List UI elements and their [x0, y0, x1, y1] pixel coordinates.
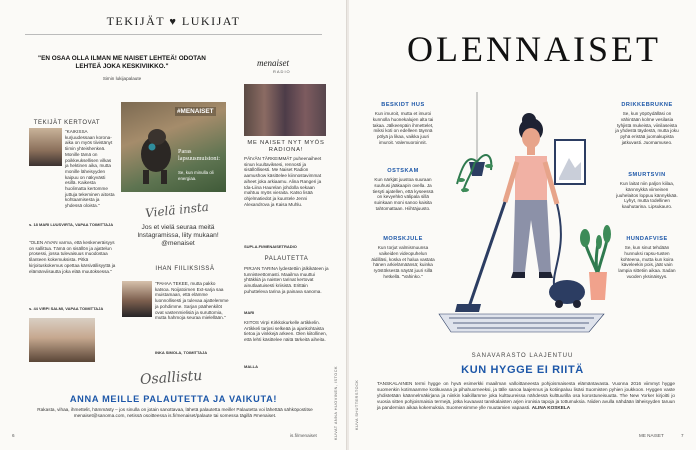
- palautetta-sign-2: MALLA: [244, 364, 258, 369]
- tekija-text-1-cont: [29, 180, 117, 224]
- tekija-sign-2: s. 44 VIRPI SALMI, VAPAA TOIMITTAJA: [29, 306, 104, 311]
- reader-quote: "EN OSAA OLLA ILMAN ME NAISET LEHTEÄ! ODOTAN LEHTEÄ JOKA KESKIVIIKKO.": [38, 55, 206, 70]
- radio-hosts-photo: [244, 84, 326, 136]
- term-text-beskidt-hus: Kun imuroit, mutta et imuroi kunnolla huonekalujen alta tai takaa. Jälkeenpäin ihmettelet, miksi koti on edelleen täynnä pölyä ja likaa, vaikka juuri imuroit. Valemuoroinnit.: [372, 111, 434, 145]
- instagram-overlay-text: Se, kun minulla oli energiaa.: [178, 170, 214, 181]
- term-text-morskjule: Kun torjut valmismuunsa vaikeiden videopuhelun äidilläsi, koska et halua vastata hänen arkielämäänsä; kuinka ryöstöksestä näytät juuri sillä hetkellä. "Vahinko.": [371, 245, 435, 279]
- author-photo-inka: [122, 281, 152, 317]
- article-title: KUN HYGGE EI RIITÄ: [461, 364, 584, 376]
- ihan-fiiliksissa-text: "PAHAA TEKEE, mutta pakko katsoa. Noijatoimen Ext-sarja saa muistamaan, että elämme luonnollisesti ja tulevaa ajattelemme ja pohdimme. Sarjan päähenkilöt ovat vastenmielisiä ja suruttomia, mutta hahmoja seuraa mielellään.": [155, 281, 229, 321]
- term-heading-morskjule: MORSKJULE: [383, 236, 423, 242]
- term-text-drikkebrukne: Se, kun yöpöydälläsi on vähintään kolme vesilasia tyhjistä mukeista, viinilaseista ja yhdestä täydestä, mutta joku pyhä eristää juomakupista jatkuvasti. Juomamuseo.: [615, 111, 679, 145]
- feedback-text[interactable]: Rakasta, vihaa, ihmettelit, hämmästy – jos sinulla on jotain sanottavaa, lähetä palautetta meille! Palautetta voi lähettää sähköpostitse menaiset@sanoma.com, netissä osoitteessa is.fi/menaiset/palaute tai somessa tägillä #menaiset.: [37, 407, 313, 418]
- term-heading-beskidt-hus: BESKIDT HUS: [381, 102, 425, 108]
- tekija-text-2: "OLEN AIVAN varma, että keskeneräisyys on sallittua. Tämä on sisällön ja ajattelun prosessi, jossa tulevaisuus muodostaa tilanteen kokemuksista. Pitkä kirjoituskokemus opettaa kärsivällisyyttä ja elämänviisautta joka elää muutoksessa.": [29, 240, 116, 274]
- right-vertical-credit: KUVA SHUTTERSTOCK: [355, 379, 359, 430]
- left-vertical-credit: KUVAT ANNA HUOVINEN, ISTOCK: [334, 366, 338, 440]
- instagram-hashtag: #MENAISET: [177, 108, 214, 115]
- left-page-number: 6: [12, 433, 15, 438]
- tekija-sign-1: s. 18 MARI LUUSVIRTA, VAPAA TOIMITTAJA: [29, 222, 114, 227]
- right-footer-brand: ME NAISET: [639, 433, 664, 438]
- term-text-smurtsvin: Kun laitat niin paljon kiilaa, kännnykkä viimeinen juuhelaitos loppuu kännykkää. Lyhyt, mutta todellinen kauhutarina. Lipsukauro.: [616, 181, 678, 210]
- right-page: [349, 0, 696, 450]
- instagram-overlay-title: Paras lapsuusmuistoni:: [178, 148, 220, 162]
- term-text-hundafvise: Se, kun sinut tehdään hunnuksi rapsu-tusten kohteena, mutta kun koira käveleekin pois, jäät vain lampia sittetiin aikaa. Sadan vuoden yksinäisyys.: [618, 245, 676, 279]
- feedback-title: ANNA MEILLE PALAUTETTA JA VAIKUTA!: [69, 394, 278, 404]
- title-divider: [25, 34, 322, 35]
- article-body-text: TANSKALAINEN termi hygge on hyvä esimerkki maailman valloittaneesta pohjoismaisesta elämäntavasta. Vuonna 2016 viimmyt hygge suomenkin kotimaamme kotikuvana ja pihahuorneeksi, ja tälle sanoa laajennus ja kotiinpaluu lisäsi Suomisten pyhien joukkoon. Hyggen vaste yhdistetään käännelmäkirjana ja niinkin kaikillamme joka kulttuureissa nähdessä kulttuurilla osa korostuneisuutta. The New Yorker kirjoitti jo vuosia sitten pohjoismaisia termejä, jotka kuvaavat tanskalaisten arjen ironisia tapoja ja tottumuksia. Niiden avulla nähdään läheisyyden taruun ja pandemian aikaa kokemuksia. Suomensimme ylle muutamien vapaasti.: [377, 381, 675, 410]
- palautetta-heading: PALAUTETTA: [264, 256, 309, 262]
- left-page: [0, 0, 347, 450]
- radio-logo-sub: RADIO: [273, 69, 291, 74]
- title-part-lukijat: LUKIJAT: [181, 14, 241, 28]
- term-heading-ostskam: OSTSKAM: [387, 168, 419, 174]
- section-title: [0, 14, 347, 29]
- tekijat-heading: TEKIJÄT KERTOVAT: [33, 120, 101, 126]
- radio-text: PÄIVÄN TÄRKEIMMÄT puheenaiheet sinun kuultaviksesi, rennosti ja sisällöllisesti. Me Naiset Radion aamushow käsittelee kiinnostavimmat aiheet joka arkiaamu. Alina Rangeri ja Ida-Liina Haurelan johdolla sekaan mahtuu myös vieraita. Katso lisää ohjelmatiedot ja kuuntele Jenni Alexandrova ja Kaisa Muhlu.: [244, 156, 322, 207]
- left-footer-url: is.fi/menaiset: [290, 433, 317, 438]
- heart-icon: ♥: [169, 16, 178, 28]
- reader-quote-attribution: Simin lukijapalaute: [102, 76, 142, 81]
- palautetta-sign-1: MARI: [244, 310, 255, 315]
- palautetta-text-1: PIRJAN TARINA lydestettiin jälkikäteen ja tunnisteettomasti. Maailma muuttui yhtäkkiä ja naisten tarinat kertovat ainutlaatuisesti kriisistä. Erittäin puhutteleva tarina ja painava sanoma.: [244, 266, 329, 294]
- vacuuming-woman-illustration: [439, 92, 611, 342]
- page-title: OLENNAISET: [407, 29, 661, 69]
- palautetta-text-2: KIITOS Virpi Kirkkokurkelle artikkelin. Artikkeli tarjosi selkeää ja ajankohtaista tietoa ja vinkkejä arkeen. Olen kiitollinen, että lehti käsittelee näitä tärkeitä aiheita.: [244, 320, 327, 343]
- term-text-ostskam: Kun närkjät juustoa suuraan suuhusi jääkaapin ovella. Ja tiesyti ajatellen, että kyseessä on kevyehkö välipala sillä suinkaan moni sanoo kaisita tahtomattaan. Hiihtäjuusto.: [372, 177, 434, 211]
- article-body: [377, 381, 675, 425]
- term-heading-drikkebrukne: DRIKKEBRUKNE: [621, 102, 673, 108]
- title-part-tekijat: TEKIJÄT: [106, 14, 165, 28]
- article-kicker: SANAVARASTO LAAJENTUU: [471, 353, 574, 359]
- ihan-fiiliksissa-sign: INKA SIMOLA, TOIMITTAJA: [155, 350, 208, 355]
- author-photo-virpi: [29, 318, 95, 362]
- article-author: ALINA KOSKELA: [531, 405, 571, 410]
- menaiset-radio-logo: menaiset: [257, 58, 289, 68]
- radio-link[interactable]: SUPLA.FI/MENAISETRADIO: [244, 244, 297, 249]
- term-heading-hundafvise: HUNDAFVISE: [626, 236, 668, 242]
- tekija-text-1: "KAIKISSA kurjuudessaan korona-aika on myös tiivistänyt tiimin yhteishenkeä. Monille tämä on poikkeuksellisen vilkas ja hektinen aika, mutta monille läheisyyden kaipuu on näkyvästi esillä. Kaikesta huolimatta kertomme juttuja tekeminen aitosta kohtaamisesta ja yhdessä oloista.": [65, 129, 115, 209]
- ihan-fiiliksissa-heading: IHAN FIILIKSISSÄ: [155, 266, 215, 272]
- radio-heading: ME NAISET NYT MYÖS RADIONA!: [247, 140, 325, 153]
- instagram-invite-text[interactable]: Jos et vielä seuraa meitä Instagramissa, liity mukaan! @menaiset: [137, 224, 219, 247]
- author-photo-mari: [29, 128, 62, 166]
- instagram-script-heading: Vielä insta: [144, 199, 210, 221]
- right-page-number: 7: [681, 433, 684, 438]
- osallistu-script: Osallistu: [139, 367, 203, 389]
- term-heading-smurtsvin: SMURTSVIN: [628, 172, 666, 178]
